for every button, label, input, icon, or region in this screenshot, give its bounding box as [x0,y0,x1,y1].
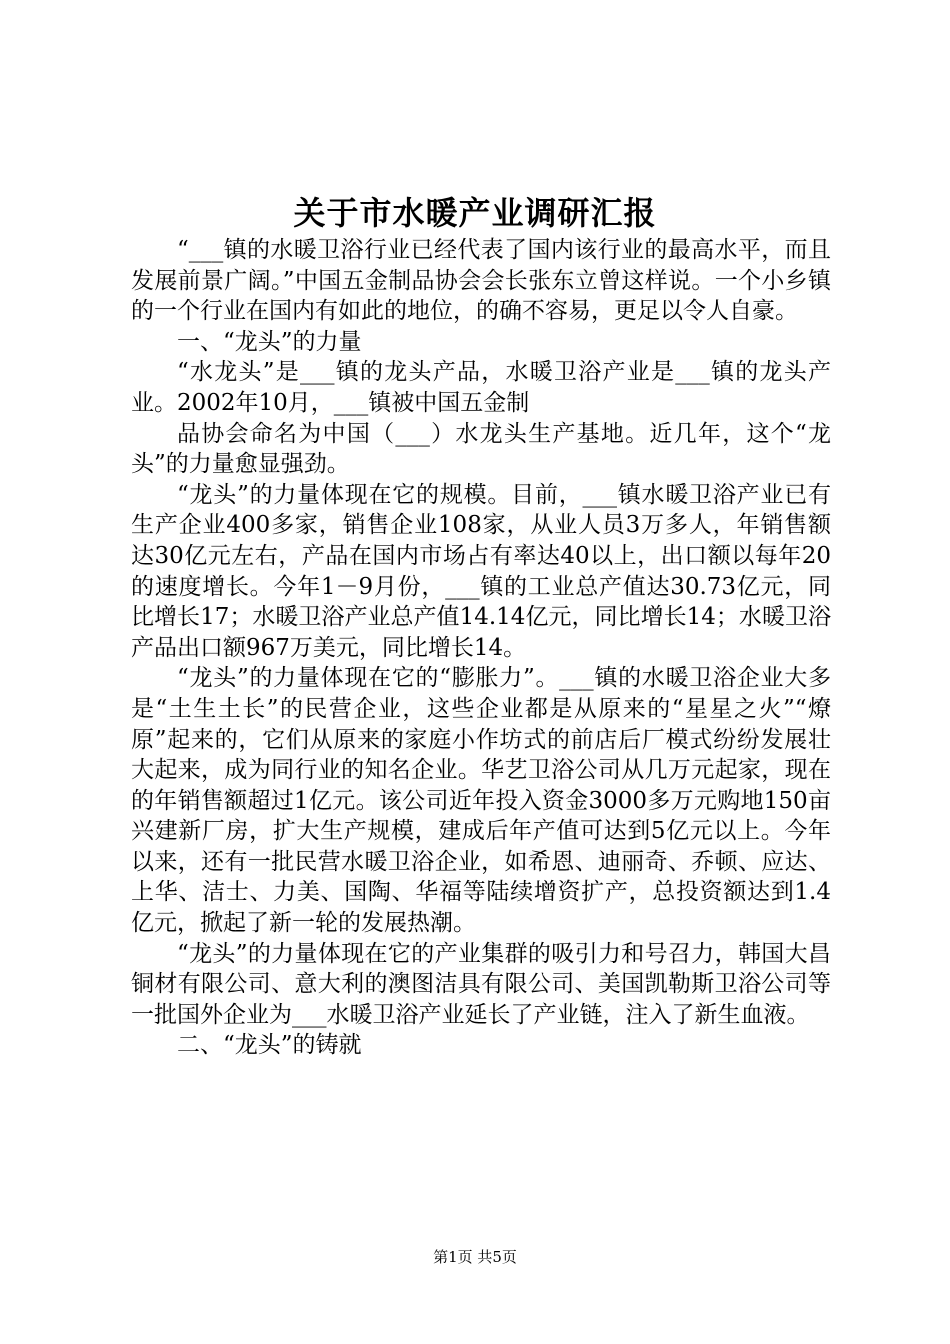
paragraph-intro: “___镇的水暖卫浴行业已经代表了国内该行业的最高水平，而且发展前景广阔。”中国五金制品协会会长张东立曾这样说。一个小乡镇的一个行业在国内有如此的地位，的确不容易，更足以令人自豪。 [131,237,831,325]
paragraph: 品协会命名为中国（___）水龙头生产基地。近几年，这个“龙头”的力量愈显强劲。 [131,420,831,478]
document-title: 关于市水暖产业调研汇报 [293,194,657,232]
section-heading-1: 一、“龙头”的力量 [177,328,362,355]
paragraph: “水龙头”是___镇的龙头产品，水暖卫浴产业是___镇的龙头产业。2002年10月，___镇被中国五金制 [131,359,831,416]
page-footer: 第1页 共5页 [433,1248,517,1266]
section-heading-2: 二、“龙头”的铸就 [177,1032,362,1059]
document-body [131,235,831,1061]
paragraph: “龙头”的力量体现在它的产业集群的吸引力和号召力，韩国大昌铜材有限公司、意大利的澳图洁具有限公司、美国凯勒斯卫浴公司等一批国外企业为___水暖卫浴产业延长了产业链，注入了新生血液。 [131,940,831,1028]
paragraph: “龙头”的力量体现在它的“膨胀力”。___镇的水暖卫浴企业大多是“土生土长”的民营企业，这些企业都是从原来的“星星之火”“燎原”起来的，它们从原来的家庭小作坊式的前店后厂模式纷纷发展壮大起来，成为同行业的知名企业。华艺卫浴公司从几万元起家，现在的年销售额超过1亿元。该公司近年投入资金3000多万元购地150亩兴建新厂房，扩大生产规模，建成后年产值可达到5亿元以上。今年以来，还有一批民营水暖卫浴企业，如希恩、迪丽奇、乔顿、应达、上华、洁士、力美、国陶、华福等陆续增资扩产，总投资额达到1.4亿元，掀起了新一轮的发展热潮。 [131,665,831,937]
paragraph: “龙头”的力量体现在它的规模。目前，___镇水暖卫浴产业已有生产企业400多家，销售企业108家，从业人员3万多人，年销售额达30亿元左右，产品在国内市场占有率达40以上，出口额以每年20的速度增长。今年1－9月份，___镇的工业总产值达30.73亿元，同比增长17；水暖卫浴产业总产值14.14亿元，同比增长14；水暖卫浴产品出口额967万美元，同比增长14。 [131,481,831,661]
